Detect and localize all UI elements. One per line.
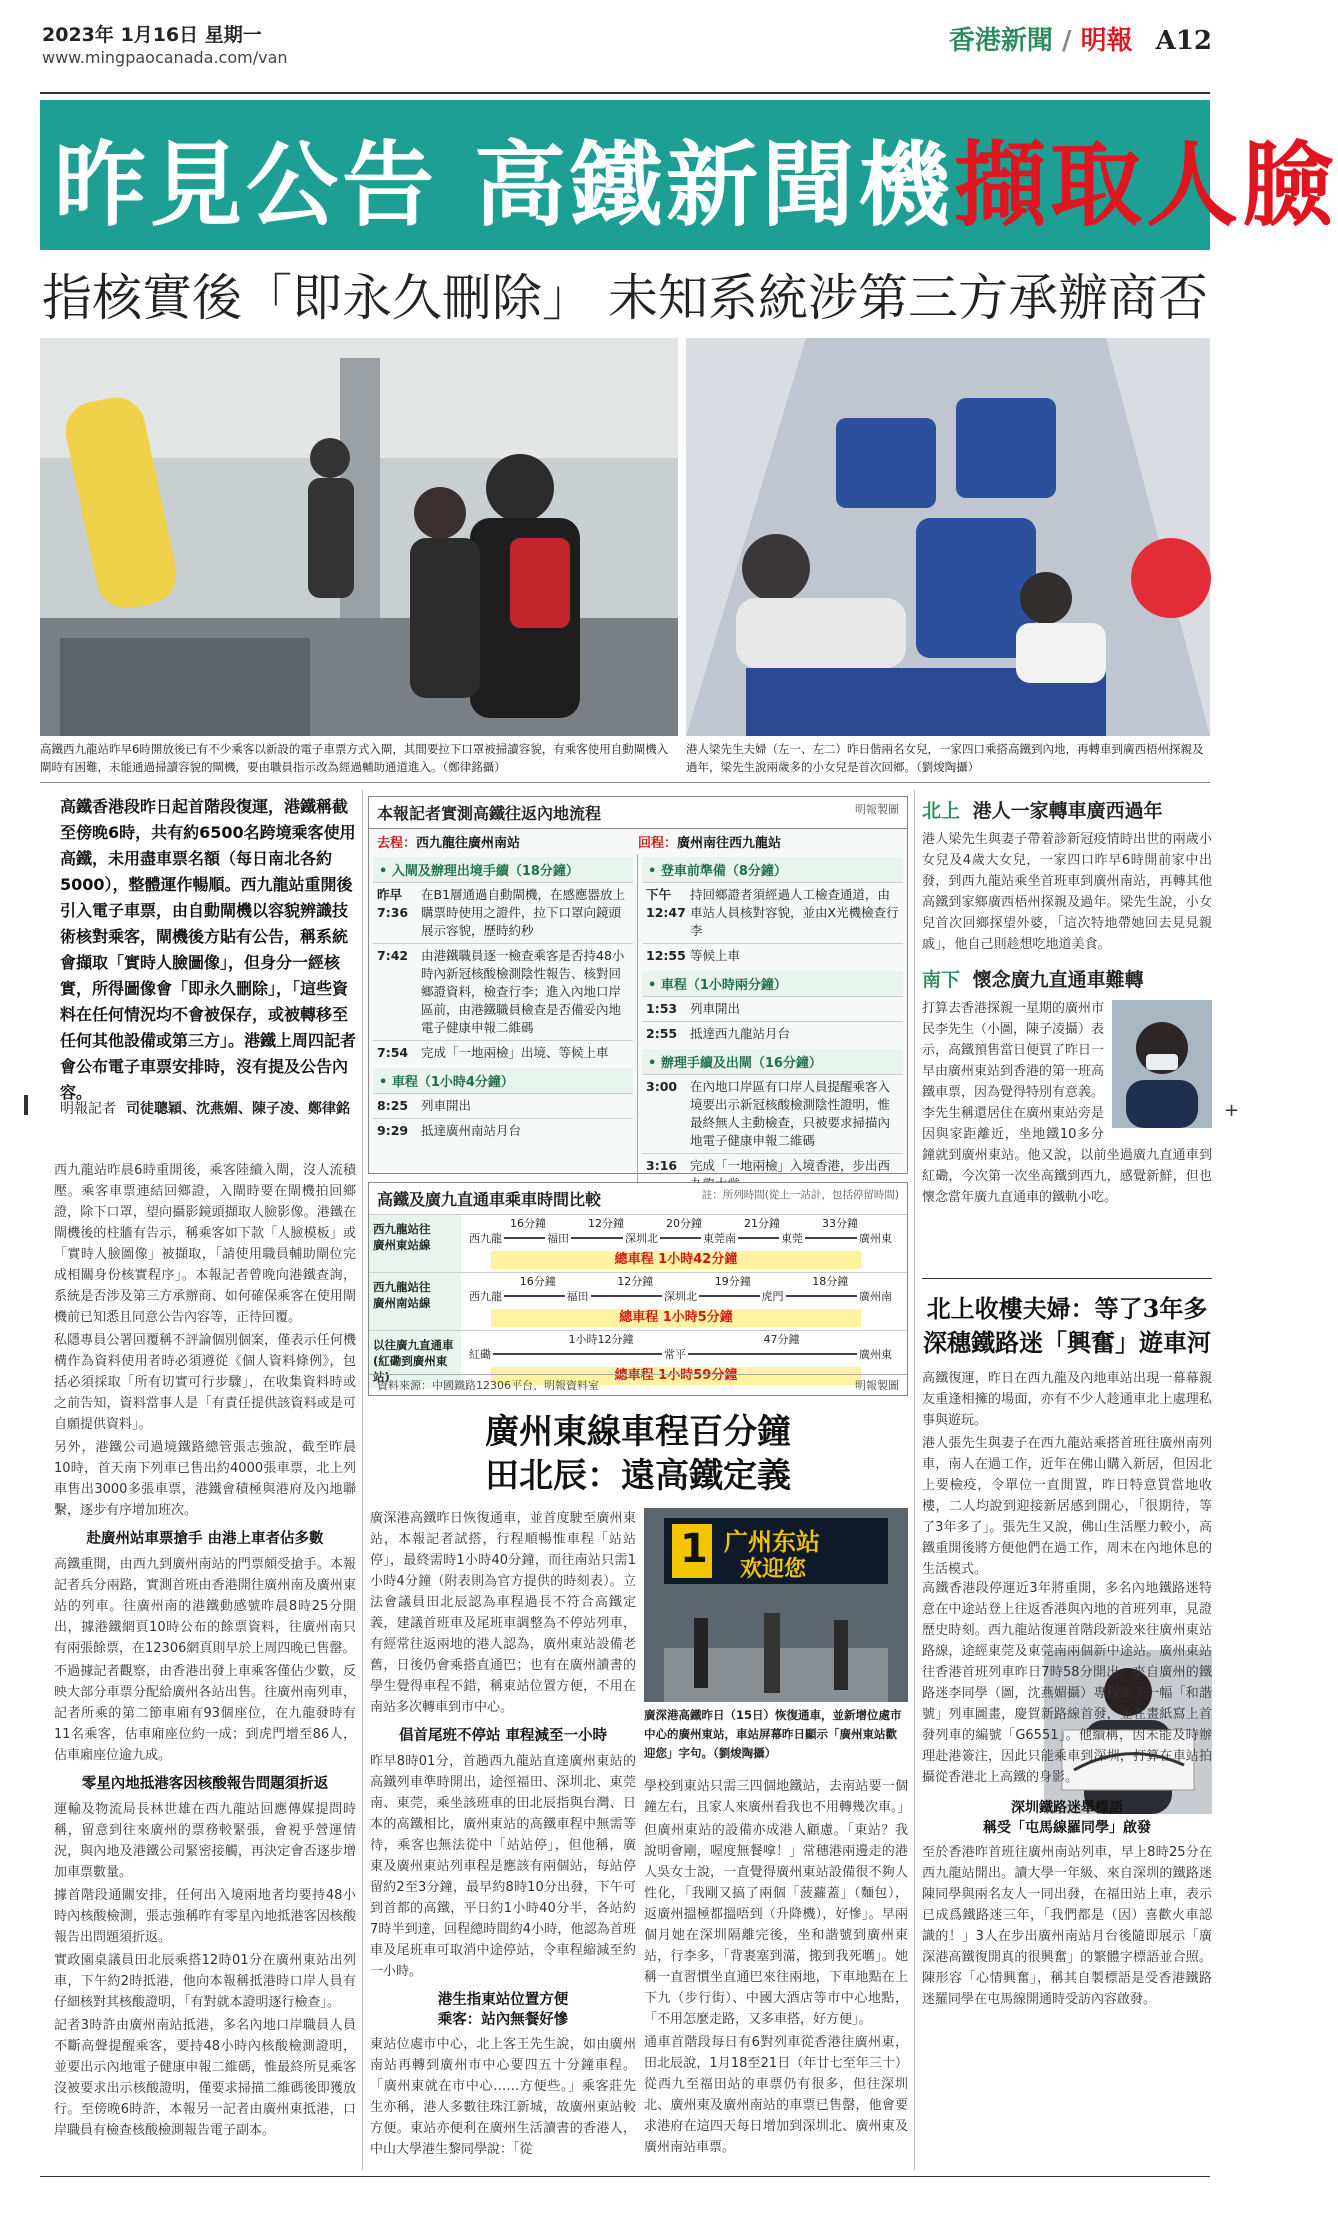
compare-route-line	[461, 1215, 907, 1272]
right-col-c	[922, 1578, 1212, 2012]
right-heading3: 北上收樓夫婦：等了3年多 深穗鐵路迷「興奮」遊車河	[923, 1294, 1211, 1357]
route-total: 總車程 1小時42分鐘	[491, 1251, 861, 1269]
flow-go-label: 去程：	[377, 836, 417, 851]
right-p3: 高鐵復運，昨日在西九龍及內地車站出現一幕幕親友重逢相擁的場面，亦有不少人趁通車北上處理私事與遊玩。	[922, 1371, 1212, 1428]
route-stop: 廣州東	[859, 1348, 892, 1361]
right-heading4	[922, 1798, 1212, 1838]
header-rule	[40, 92, 1210, 94]
mid-p5: 但廣州東站的設備亦成港人顧慮。「東站？我說明會剛，喔度無餐嗱！」常穗港兩邊走的港人吳女士說，一直覺得廣州東站設備很不夠人性化，「我剛又搞了兩個「菠蘿蓋」（麵包），返廣州搵極都搵唔到（升降機），好慘」。早兩個月她在深圳隔離完後，坐和諧號到廣州東站，行李多，「背裹塞到滿，搬到我死嚿」。她稱一直習慣坐直通巴來往兩地，下車地點在上下九（步行街）、中國大酒店等市中心地點，「不用怎麼走路，又多車搭，好方便」。	[644, 1823, 908, 2027]
flow-go-step-text: 由港鐵職員逐一檢查乘客是否持48小時內新冠核酸檢測陰性報告、核對回鄉證資料，檢查行李；進入內地口岸區前，由港鐵職員檢查是否備妥內地電子健康申報二維碼	[421, 948, 625, 1035]
flow-back-step-row	[642, 882, 903, 943]
headline	[54, 112, 1338, 244]
headline-part1: 昨見公告 高鐵新聞機	[54, 131, 955, 239]
caption-rule	[40, 782, 1210, 783]
mid-heading1: 倡首尾班不停站 車程減至一小時	[398, 1728, 608, 1744]
right-p6: 至於香港昨首班往廣州南站列車，早上8時25分在西九龍站開出。讀大學一年級、來自深圳的鐵路迷陳同學與兩名友人一同出發，在福田站上車，表示已成爲鐵路迷三年，「我們都是（因）喜歡火車認識的！」3人在步出廣州南站月台後隨即展示「廣深港高鐵復開真的很興奮」的繁體字標語並合照。陳形容「心情興奮」，稱其自製標語是受香港鐵路迷羅同學在屯馬線開通時受訪內容啟發。	[922, 1845, 1212, 2007]
route-stop: 虎門	[761, 1290, 784, 1303]
col-divider-1	[362, 790, 363, 2170]
right-heading1-text: 港人一家轉車廣西過年	[972, 800, 1163, 822]
mid-p1: 廣深港高鐵昨日恢復通車，並首度駛至廣州東站，本報記者試搭，行程順暢惟車程「站站停」，最終需時1小時40分鐘，而往南站只需1小時4分鐘（附表則為官方提供的時刻表）。立法會議員田北辰認為車程過長不符合高鐵定義，建議首班車及尾班車調整為不停站列車，有經常往返兩地的港人認為，廣州東站設備老舊，日後仍會乘搭直通巴；也有在廣州讀書的學生覺得車程不錯，稱東站位置方便，不用在南站多次轉車到市中心。	[370, 1511, 636, 1715]
flow-title: 本報記者實測高鐵往返內地流程	[377, 804, 602, 823]
flow-go-step-time: 8:25	[377, 1098, 409, 1113]
col1-p6: 運輸及物流局長林世雄在西九龍站回應傳媒提問時稱，留意到往來廣州的票務較緊張，會視乎營運情況，與內地及港鐵公司緊密接觸，再決定會否逐步增加車票數量。	[54, 1802, 356, 1880]
compare-title: 高鐵及廣九直通車乘車時間比較	[377, 1190, 602, 1209]
route-leg-time: 16分鐘	[519, 1275, 556, 1288]
flow-back-steps	[638, 854, 907, 1196]
photo-gates	[40, 338, 678, 736]
caption-right: 港人梁先生夫婦（左一、左二）昨日偕兩名女兒，一家四口乘搭高鐵到內地，再轉車到廣西梧州探親及過年，梁先生說兩歲多的小女兒是首次回鄉。（劉焌陶攝）	[686, 742, 1204, 774]
route-stop: 紅磡	[469, 1348, 491, 1361]
right-heading2	[922, 965, 1212, 992]
flow-back-step-row	[642, 943, 903, 968]
col1-p1: 西九龍站昨晨6時重開後，乘客陸續入閘，沒人流積壓。乘客車票連結回鄉證，入閘時要在閘機拍回鄉證，除下口罩，望向攝影鏡頭擷取人臉影像。港鐵在閘機後的柱牆有告示，稱乘客如下款「人臉模板」或「實時人臉圖像」被擷取，「請使用職員輔助閘位完成相關身份核實程序」。本報記者曾晚向港鐵查詢，系統是否涉及第三方承辦商、如何確保乘客在使用閘機前已知悉且同意公告內容等，正待回覆。	[54, 1163, 356, 1325]
photo-train	[686, 338, 1210, 736]
route-leg-time: 47分鐘	[763, 1333, 800, 1346]
col1-p9: 記者3時許由廣州南站抵港，多名內地口岸職員人員不斷高聲提醒乘客，要持48小時內核酸檢測證明，並要出示內地電子健康申報二維碼，惟最終所見乘客沒被要求出示核酸證明，僅要求掃描二維碼後即獲放行。至傍晚6時許，本報另一記者由廣州東抵港，口岸職員有檢查核酸檢測報告電子副本。	[54, 2018, 356, 2138]
flow-go-step-text: 抵達廣州南站月台	[421, 1123, 522, 1138]
byline-names: 司徒聰穎、沈燕媚、陳子凌、鄭律銘	[126, 1101, 350, 1117]
flow-go-step-row	[373, 943, 633, 1040]
flow-back-step-time: 1:53	[646, 1001, 678, 1016]
flow-back-step-row	[642, 996, 903, 1021]
gates-illustration	[40, 338, 678, 736]
flow-back-step-time: 下午 12:47	[646, 887, 686, 920]
col1-p3: 另外，港鐵公司過境鐵路總管張志強說，截至昨晨10時，首天南下列車已售出約4000張車票，北上列車售出3000多張車票，港鐵會積極與港府及內地聯繫，逐步有序增加班次。	[54, 1440, 356, 1518]
flow-go-step-row	[373, 1040, 633, 1065]
right-heading4a: 深圳鐵路迷舉標語	[1011, 1800, 1123, 1816]
flow-go-step-row	[373, 882, 633, 943]
site-url[interactable]: www.mingpaocanada.com/van	[42, 48, 288, 67]
right-heading1-tag: 北上	[922, 800, 961, 822]
byline-label: 明報記者	[60, 1101, 116, 1117]
route-leg-time: 21分鐘	[744, 1217, 780, 1230]
mid-heading2	[370, 1990, 636, 2030]
footer-rule	[40, 2176, 1210, 2177]
right-p4: 港人張先生與妻子在西九龍站乘搭首班往廣州南列車，南人在過工作，近年在佛山購入新居，但因北上要檢疫，令單位一直閒置，昨日特意買當地收樓，二人均說到迎接新居感到開心，「很期待，等了3年多了」。張先生又說，佛山生活壓力較小，高鐵重開後將方便他們在過工作，周末在內地休息的生活模式。	[922, 1436, 1212, 1577]
flow-back-step-text: 持回鄉證者須經過人工檢查通道，由車站人員核對容貌，並由X光機檢查行李	[690, 887, 899, 938]
mid-title2: 田北辰：遠高鐵定義	[485, 1456, 791, 1496]
route-leg-time: 1小時12分鐘	[568, 1333, 634, 1346]
mid-title1: 廣州東線車程百分鐘	[485, 1412, 791, 1452]
route-stop: 東莞南	[703, 1232, 736, 1245]
compare-note: 註：所列時間(從上一站計，包括停留時間)	[701, 1189, 899, 1201]
train-illustration	[686, 338, 1210, 736]
compare-route	[369, 1214, 907, 1272]
col-divider-2	[914, 790, 915, 2170]
mid-col-b	[644, 1776, 911, 2160]
flow-go-step-heading: • 車程（1小時4分鐘）	[373, 1068, 633, 1093]
route-leg-time: 20分鐘	[666, 1217, 702, 1230]
subheadline: 指核實後「即永久刪除」 未知系統涉第三方承辦商否	[42, 269, 1208, 327]
compare-route-label: 西九龍站往 廣州南站線	[369, 1273, 461, 1330]
sign-line2: 欢迎您	[740, 1557, 807, 1582]
route-stop: 福田	[547, 1232, 569, 1245]
route-leg-time: 12分鐘	[588, 1217, 624, 1230]
headline-banner	[40, 100, 1338, 250]
flow-go-step-row	[373, 1118, 633, 1143]
sign-line1: 广州东站	[724, 1528, 820, 1556]
route-total: 總車程 1小時5分鐘	[491, 1309, 861, 1327]
flow-go-step-text: 列車開出	[421, 1098, 472, 1113]
route-stop: 深圳北	[625, 1232, 658, 1245]
flow-go-step-time: 昨早 7:36	[377, 887, 409, 920]
col1-p4: 高鐵重開，由西九到廣州南站的門票頗受搶手。本報記者兵分兩路，實測首班由香港開往廣州南及廣州東站的列車。往廣州南的港鐵動感號昨晨8時25分開出，據港鐵網頁10時公布的餘票資料，往廣州南只有兩張餘票，在12306網頁則早於上周四晚已售罄。	[54, 1557, 356, 1656]
mid-p3: 東站位處市中心，北上客王先生說，如由廣州南站再轉到廣州市中心要四五十分鐘車程。「廣州東就在市中心……方便些。」乘客莊先生亦稱，港人多數往珠江新城，故廣州東站較方便。東站亦便利在廣州生活讀書的香港人，中山大學港生黎同學說：「從	[370, 2037, 636, 2157]
flow-back-step-heading: • 車程（1小時兩分鐘）	[642, 971, 903, 996]
photo-mr-li	[1112, 1000, 1212, 1128]
right-heading2-text: 懷念廣九直通車難轉	[972, 969, 1144, 991]
headline-part2: 擷取人臉	[954, 131, 1338, 239]
route-leg-time: 18分鐘	[812, 1275, 849, 1288]
right-rule	[922, 1278, 1212, 1279]
compare-route-line	[461, 1273, 907, 1330]
page-number: A12	[1155, 26, 1212, 56]
flow-back-step-heading: • 登車前準備（8分鐘）	[642, 857, 903, 882]
flow-back-step-text: 在內地口岸區有口岸人員提醒乘客入境要出示新冠核酸檢測陰性證明，惟最終無人主動檢查，只被要求掃描內地電子健康申報二維碼	[690, 1079, 891, 1148]
section-name: 香港新聞	[948, 26, 1053, 56]
flow-go-steps	[369, 854, 638, 1196]
photo-station-sign	[644, 1508, 908, 1702]
flow-back-step-row	[642, 1074, 903, 1153]
compare-route-label: 西九龍站往 廣州東站線	[369, 1215, 461, 1272]
route-stop: 東莞	[781, 1232, 803, 1245]
flow-back-step-text: 抵達西九龍站月台	[690, 1026, 791, 1041]
flow-back-step-time: 3:16	[646, 1158, 678, 1173]
flow-go-step-text: 完成「一地兩檢」出境、等候上車	[421, 1045, 609, 1060]
issue-date: 2023年 1月16日 星期一	[42, 24, 262, 46]
col1-heading1: 赴廣州站車票搶手 由港上車者佔多數	[86, 1531, 324, 1547]
flow-go-step-time: 9:29	[377, 1123, 409, 1138]
compare-source: 資料來源：中國鐵路12306平台、明報資料室	[377, 1379, 599, 1392]
sign-number: 1	[680, 1526, 708, 1572]
route-stop: 廣州東	[859, 1232, 892, 1245]
route-stop: 西九龍	[469, 1232, 502, 1245]
compare-route	[369, 1272, 907, 1330]
mr-li-illustration	[1112, 1000, 1212, 1128]
mid-p4: 學校到東站只需三四個地鐵站，去南站要一個鐘左右，且家人來廣州看我也不用轉幾次車。」	[644, 1779, 911, 1815]
flow-go-step-time: 7:42	[377, 948, 409, 963]
station-photo-caption: 廣深港高鐵昨日（15日）恢復通車，並新增位處市中心的廣州東站，車站屏幕昨日顯示「廣州東站歡迎您」字句。（劉焌陶攝）	[644, 1708, 902, 1760]
mid-col-a	[370, 1508, 636, 2162]
col1-p5: 不過據記者觀察，由香港出發上車乘客僅佔少數，反映大部分車票分配給廣州各站出售。往廣州南列車，記者所乘的第二節車廂有93個座位，在九龍發時有11名乘客，估車廂座位約一成；到虎門增至86人，佔車廂座位逾九成。	[54, 1664, 356, 1763]
route-stop: 西九龍	[469, 1290, 502, 1303]
route-stop: 福田	[566, 1290, 589, 1303]
masthead	[42, 14, 1212, 94]
flow-back-step-text: 完成「一地兩檢」入境香港，步出西	[690, 1158, 891, 1173]
route-stop: 廣州南	[859, 1290, 892, 1303]
flow-go-step-row	[373, 1093, 633, 1118]
route-stop: 常平	[664, 1348, 686, 1361]
article-col1	[54, 1160, 356, 2143]
flow-back-step-heading: • 辦理手續及出閘（16分鐘）	[642, 1049, 903, 1074]
compare-box	[368, 1182, 908, 1396]
route-leg-time: 16分鐘	[510, 1217, 546, 1230]
right-col	[922, 796, 1212, 1208]
col1-p2: 私隱專員公署回覆稱不評論個別個案，僅表示任何機構作為資料使用者時必須遵從《個人資料條例》，包括必須採取「所有切實可行步驟」，在收集資料時或之前告知，資料當事人是「有責任提供該資料或是可自願提供資料」。	[54, 1333, 356, 1432]
flow-credit: 明報製圖	[855, 803, 899, 816]
right-p5: 高鐵香港段停運近3年將重開，多名內地鐵路迷特意在中途站登上往返香港與內地的首班列車，見證歷史時刻。西九龍站復運首階段新設來往廣州東站路線，途經東莞及東莞南兩個新中途站。廣州東站往香港首班列車昨日7時58分開出，來自廣州的鐵路迷李同學（圖，沈燕媚攝）專程走了一幅「和諧號」列車圖畫，慶賀新路線首發，並在畫紙寫上首發列車的編號「G6551」。他續稱，因未能及時辦理赴港簽注，因此只能乘車到深圳，打算在車站拍攝從香港北上高鐵的身影。	[922, 1581, 1212, 1785]
right-p1: 港人梁先生與妻子帶着診新冠疫情時出世的兩歲小女兒及4歲大女兒，一家四口昨早6時開前家中出發，到西九龍站乘坐首班車到廣州南站，再轉其他高鐵到家鄉廣西梧州探親及過年。梁先生說，小女兒首次回鄉探望外婆，「這次特地帶她回去見見親戚」，他自己則趁想吃地道美食。	[922, 832, 1212, 952]
right-p2: 打算去香港探親一星期的廣州市民李先生（小圖，陳子凌攝）表示，高鐵預售當日便買了昨日一早由廣州東站到香港的第一班高鐵車票，因為覺得特別有意義。李先生稱還居住在廣州東站旁是因與家距離近，坐地鐵10多分鐘就到廣州東站。他又說，以前坐過廣九直通車到紅磡，今次第一次坐高鐵到西九，感覺新鮮，但也懷念當年廣九直通車的鐵軌小吃。	[922, 1001, 1212, 1205]
section-label: 香港新聞 / 明報 A12	[948, 26, 1212, 56]
caption-left: 高鐵西九龍站昨早6時開放後已有不少乘客以新設的電子車票方式入閘，其間要拉下口罩被掃讀容貌，有乘客使用自動閘機入閘時有困難，未能通過掃讀容貌的閘機，要由職員指示改為經過輔助通道進入。（鄭律銘攝）	[40, 742, 669, 774]
mid-title	[368, 1410, 908, 1498]
route-leg-time: 12分鐘	[617, 1275, 654, 1288]
flow-go-step-time: 7:54	[377, 1045, 409, 1060]
flow-back-step-time: 2:55	[646, 1026, 678, 1041]
paper-logo: 明報	[1080, 26, 1133, 56]
mid-heading2a: 港生指東站位置方便	[437, 1992, 569, 2008]
mid-heading2b: 乘客：站內無餐好慘	[437, 2012, 569, 2028]
col1-p7: 據首階段通關安排，任何出入境兩地者均要持48小時內核酸檢測，張志強稱昨有零星內地抵港客因核酸報告出問題須折返。	[54, 1888, 356, 1945]
flow-back-step-row	[642, 1021, 903, 1046]
route-leg-time: 33分鐘	[822, 1217, 858, 1230]
flow-back-label: 回程：	[638, 836, 678, 851]
route-stop: 深圳北	[664, 1290, 697, 1303]
right-heading1	[922, 796, 1212, 823]
right-col-b	[922, 1368, 1212, 1582]
lead-paragraph: 高鐵香港段昨日起首階段復運，港鐵稱截至傍晚6時，共有約6500名跨境乘客使用高鐵，未用盡車票名額（每日南北各約5000），整體運作暢順。西九龍站重開後引入電子車票，由自動閘機以容貌辨識技術核對乘客，閘機後方貼有公告，稱系統會擷取「實時人臉圖像」，但身分一經核實，所得圖像會「即永久刪除」，「這些資料在任何情況均不會被保存，或被轉移至任何其他設備或第三方」。港鐵上周四記者會公布電子車票安排時，沒有提及公告內容。	[60, 797, 357, 1102]
flow-box	[368, 796, 908, 1174]
col1-p8: 實政園桌議員田北辰乘搭12時01分在廣州東站出列車，下午約2時抵港，他向本報稱抵港時口岸人員有仔細核對其核酸證明，「有對就本證明逐行檢查」。	[54, 1953, 356, 2010]
byline	[60, 1098, 356, 1120]
flow-back-step-time: 12:55	[646, 948, 686, 963]
flow-back-step-text: 等候上車	[690, 948, 741, 963]
flow-go: 西九龍往廣州南站	[416, 836, 521, 851]
flow-go-step-text: 在B1層通過自動閘機，在感應器放上購票時使用之證件，拉下口罩向鏡頭展示容貌，歷時約秒	[421, 887, 626, 938]
compare-routes	[369, 1214, 907, 1388]
col1-heading2: 零星內地抵港客因核酸報告問題須折返	[81, 1776, 329, 1792]
mid-p2: 昨早8時01分，首趟西九龍站直達廣州東站的高鐵列車準時開出，途徑福田、深圳北、東莞南、東莞，乘坐該班車的田北辰指與台灣、日本的高鐵相比，廣州東站的高鐵車程中無需等待，乘客也無法從中「站站停」，但他稱，廣東及廣州東站列車程是應該有兩個站，每站停留約2至3分鐘，最早約8時10分出發，下午可到首都的高鐵，平日約1小時40分半，各站約7時半到達，回程總時間約4小時，他認為首班車及尾班車可取消中途停站，令車程縮減至約一小時。	[370, 1754, 636, 1979]
compare-credit: 明報製圖	[855, 1379, 899, 1392]
crosshair-icon: +	[1224, 1100, 1240, 1121]
route-total: 總車程 1小時59分鐘	[491, 1367, 861, 1385]
flow-back-step-text: 列車開出	[690, 1001, 741, 1016]
right-heading4b: 稱受「屯馬線羅同學」啟發	[983, 1820, 1151, 1836]
compare-route-label: 以往廣九直通車 (紅磡到廣州東站)	[369, 1331, 461, 1388]
flow-back-step-time: 3:00	[646, 1079, 678, 1094]
flow-go-step-heading: • 入閘及辦理出境手續（18分鐘）	[373, 857, 633, 882]
right-heading2-tag: 南下	[922, 969, 961, 991]
mid-p6: 通車首階段每日有6對列車從香港往廣州東，田北辰說，1月18至21日（年廿七至年三十）從西九至福田站的車票仍有很多，但往深圳北、廣州東及廣州南站的車票已售罄，他會要求港府在這四天每日增加到深圳北、廣州東及廣州南站車票。	[644, 2035, 908, 2155]
flow-back: 廣州南往西九龍站	[677, 836, 782, 851]
side-marker	[24, 1095, 28, 1115]
route-leg-time: 19分鐘	[714, 1275, 751, 1288]
